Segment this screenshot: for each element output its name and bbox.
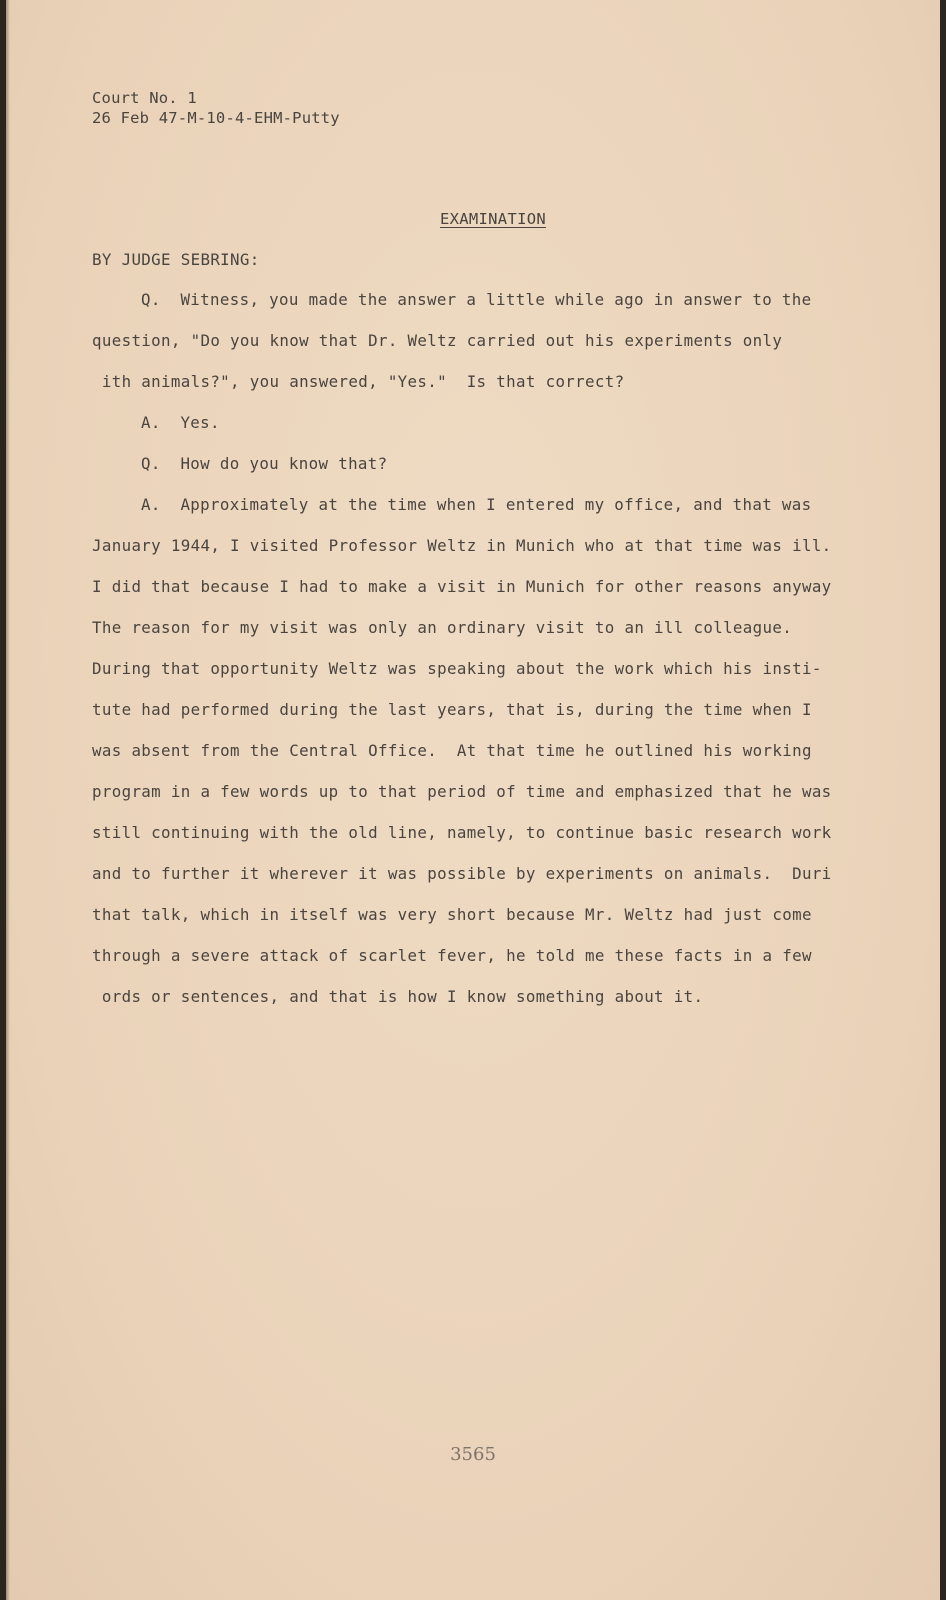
body-line: A. Approximately at the time when I entered my office, and that was: [141, 495, 812, 514]
body-line: through a severe attack of scarlet fever, he told me these facts in a few: [92, 946, 812, 965]
body-line: was absent from the Central Office. At that time he outlined his working: [92, 741, 812, 760]
body-line: still continuing with the old line, namely, to continue basic research work: [92, 823, 832, 842]
body-line: The reason for my visit was only an ordinary visit to an ill colleague.: [92, 618, 793, 637]
body-line: Q. Witness, you made the answer a little while ago in answer to the: [141, 290, 812, 309]
body-line: question, "Do you know that Dr. Weltz carried out his experiments only: [92, 331, 783, 350]
body-line: ords or sentences, and that is how I know something about it.: [92, 987, 704, 1006]
body-line: tute had performed during the last years, that is, during the time when I: [92, 700, 812, 719]
body-line: and to further it wherever it was possible by experiments on animals. Duri: [92, 864, 832, 883]
court-label: Court No. 1: [92, 89, 197, 107]
body-line: program in a few words up to that period of time and emphasized that he was: [92, 782, 832, 801]
byline: BY JUDGE SEBRING:: [92, 250, 260, 269]
page-edge-shadow: [6, 0, 10, 1600]
page-title: [6, 210, 940, 228]
body-line: Q. How do you know that?: [141, 454, 388, 473]
body-line: A. Yes.: [141, 413, 220, 432]
page-number: 3565: [450, 1444, 496, 1465]
body-line: ith animals?", you answered, "Yes." Is that correct?: [92, 372, 625, 391]
body-line: I did that because I had to make a visit in Munich for other reasons anyway: [92, 577, 832, 596]
body-line: January 1944, I visited Professor Weltz in Munich who at that time was ill.: [92, 536, 832, 555]
document-page: [6, 0, 940, 1600]
title-text: EXAMINATION: [440, 210, 546, 228]
body-line: that talk, which in itself was very short because Mr. Weltz had just come: [92, 905, 812, 924]
body-line: During that opportunity Weltz was speaking about the work which his insti-: [92, 659, 822, 678]
session-code: 26 Feb 47-M-10-4-EHM-Putty: [92, 109, 340, 127]
document-header: [92, 88, 340, 128]
